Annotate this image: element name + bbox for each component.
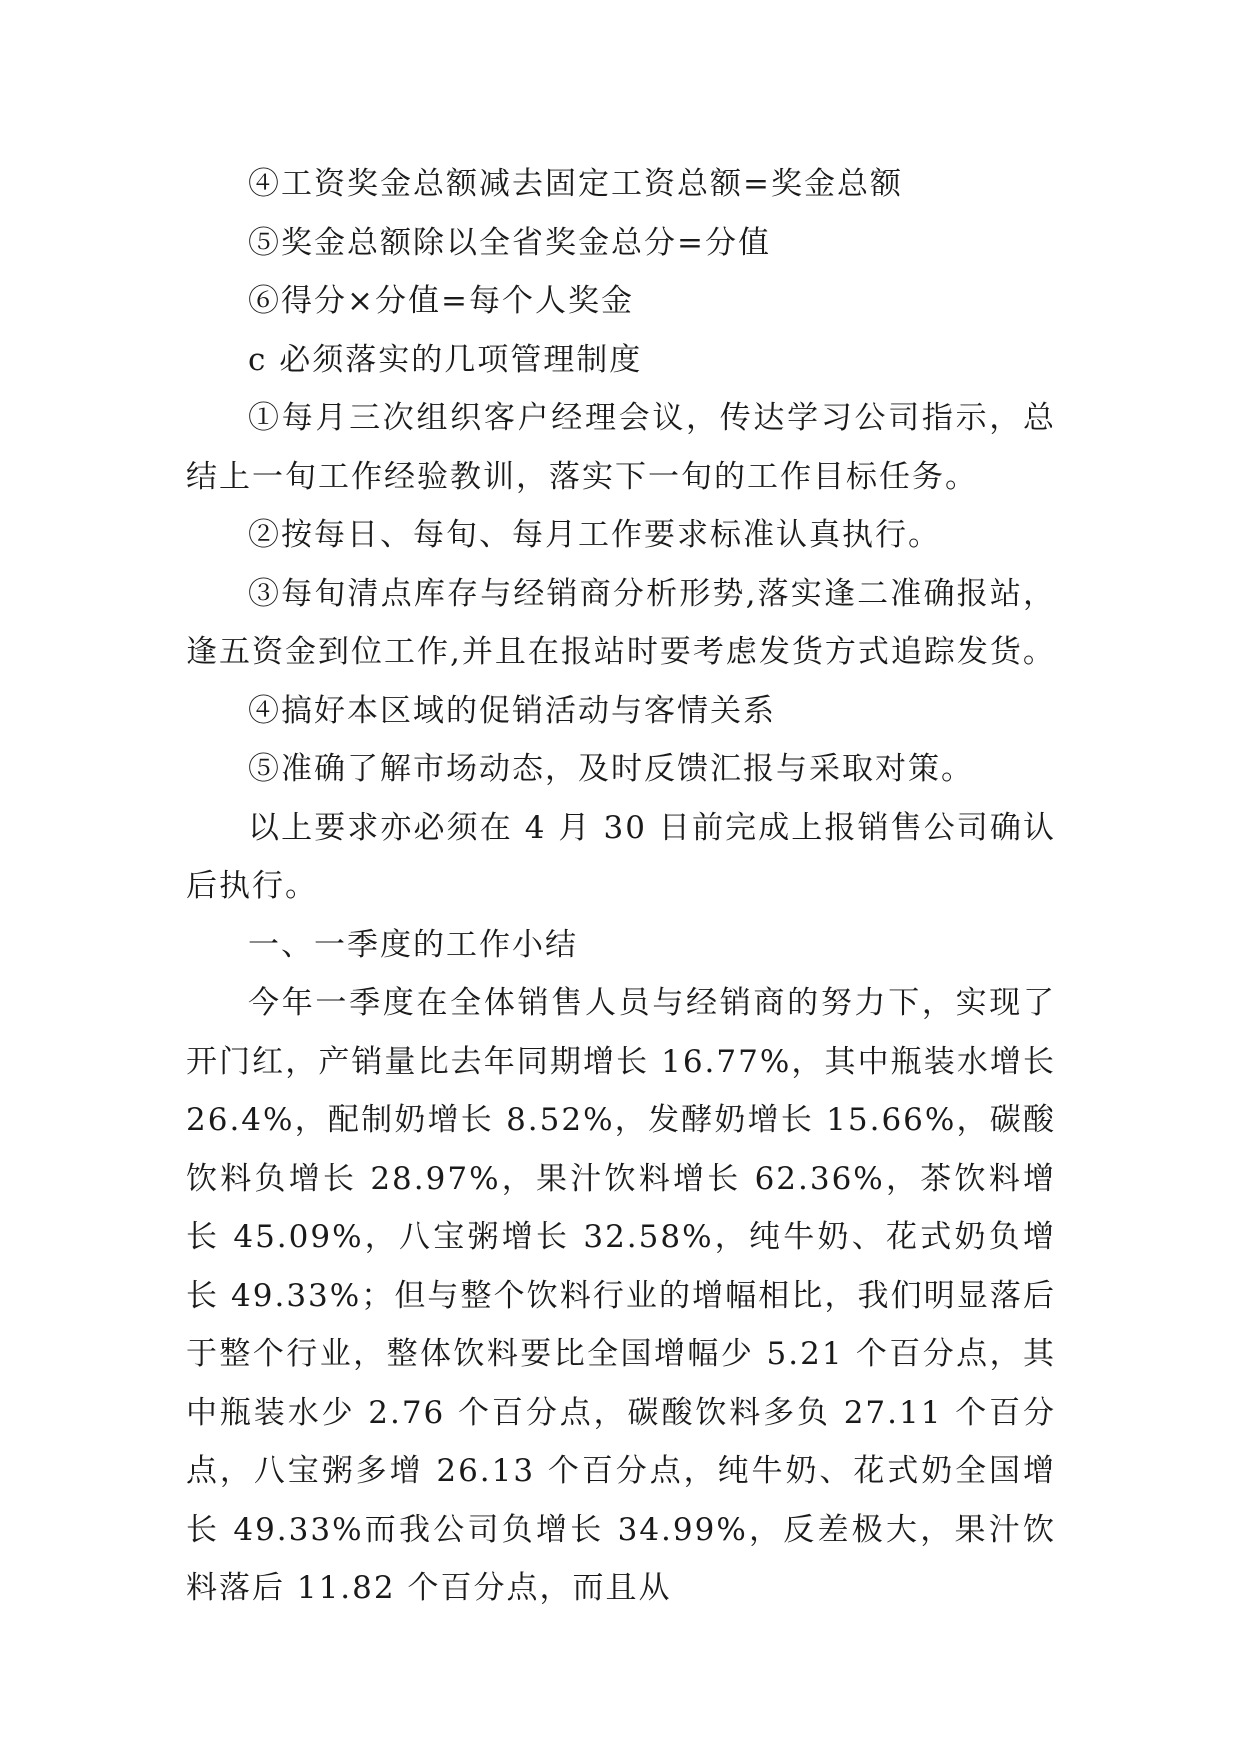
- paragraph-q1-results: 今年一季度在全体销售人员与经销商的努力下，实现了开门红，产销量比去年同期增长 16.77%，其中瓶装水增长 26.4%，配制奶增长 8.52%，发酵奶增长 15.66%，碳酸饮料负增长 28.97%，果汁饮料增长 62.36%，茶饮料增长 45.09%，八宝粥增长 32.58%，纯牛奶、花式奶负增长 49.33%；但与整个饮料行业的增幅相比，我们明显落后于整个行业，整体饮料要比全国增幅少 5.21 个百分点，其中瓶装水少 2.76 个百分点，碳酸饮料多负 27.11 个百分点，八宝粥多增 26.13 个百分点，纯牛奶、花式奶全国增长 49.33%而我公司负增长 34.99%，反差极大，果汁饮料落后 11.82 个百分点，而且从: [186, 985, 1056, 1606]
- paragraph-personal-bonus: ⑥得分×分值=每个人奖金: [248, 283, 634, 319]
- paragraph-deadline: 以上要求亦必须在 4 月 30 日前完成上报销售公司确认后执行。: [186, 809, 1056, 904]
- paragraph-bonus-total: ④工资奖金总额减去固定工资总额=奖金总额: [248, 166, 903, 202]
- document-body: [186, 155, 1056, 1618]
- section-heading-q1-summary: 一、一季度的工作小结: [248, 926, 578, 963]
- paragraph-standards: ②按每日、每旬、每月工作要求标准认真执行。: [248, 517, 941, 553]
- paragraph-promotion: ④搞好本区域的促销活动与客情关系: [248, 692, 776, 729]
- paragraph-market: ⑤准确了解市场动态，及时反馈汇报与采取对策。: [248, 751, 974, 787]
- paragraph-meetings: ①每月三次组织客户经理会议，传达学习公司指示，总结上一旬工作经验教训，落实下一旬的工作目标任务。: [186, 400, 1056, 495]
- paragraph-management-heading: c 必须落实的几项管理制度: [248, 341, 643, 378]
- paragraph-inventory: ③每旬清点库存与经销商分析形势,落实逢二准确报站，逢五资金到位工作,并且在报站时要考虑发货方式追踪发货。: [186, 575, 1056, 670]
- paragraph-point-value: ⑤奖金总额除以全省奖金总分=分值: [248, 224, 771, 261]
